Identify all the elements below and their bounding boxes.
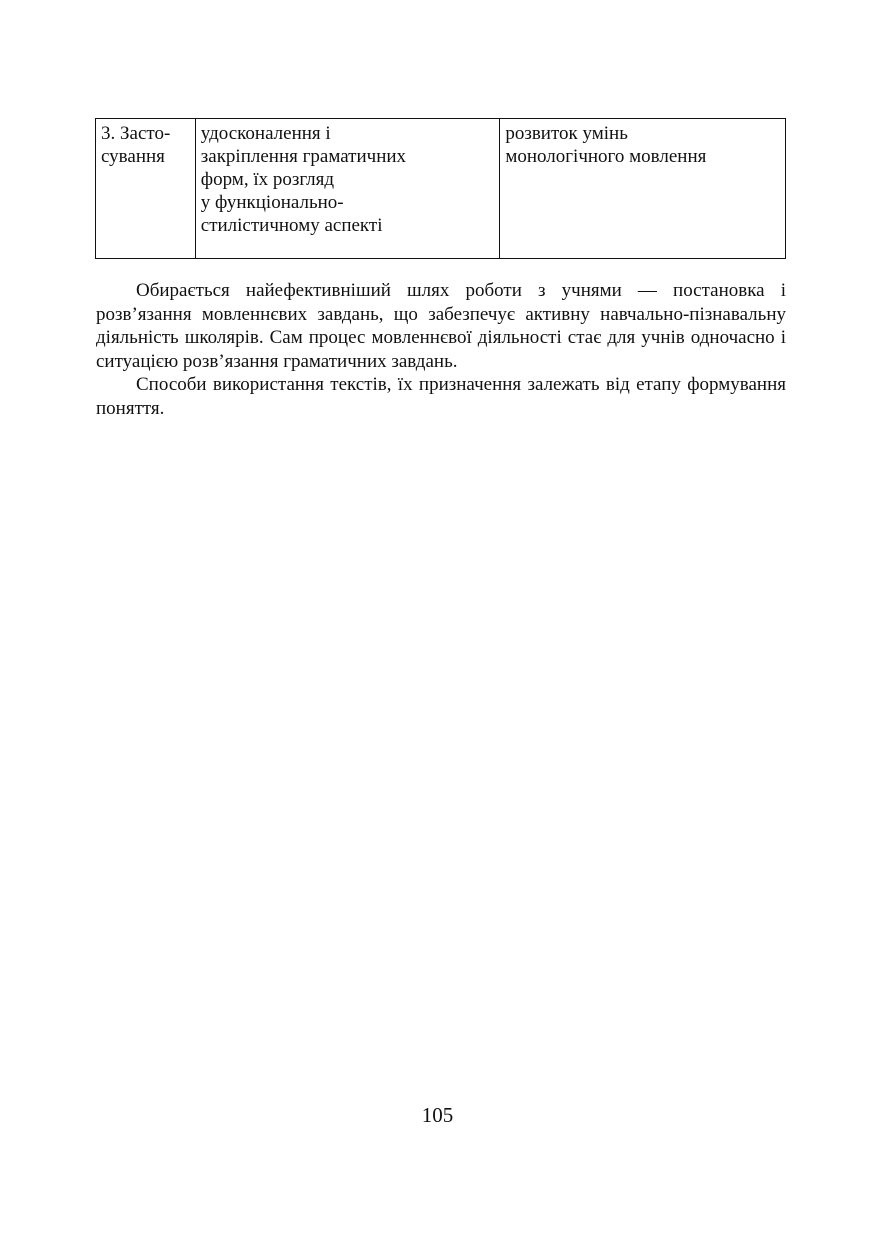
stages-table (95, 118, 786, 259)
page-number: 105 (421, 1103, 454, 1127)
paragraph: Обирається найефективніший шлях роботи з учнями — постановка і розв’язання мовленнєвих завдань, що забезпечує активну навчально-пізнавальну діяльність школярів. Сам процес мовленнєвої діяльності стає для учнів одночасно і ситуацією розв’язання граматичних завдань. (96, 280, 786, 372)
body-text (96, 279, 786, 420)
goal-cell: розвиток умінь монологічного мовлення (500, 119, 786, 259)
paragraph: Способи використання текстів, їх призначення залежать від етапу формування поняття. (96, 374, 786, 419)
stage-cell: 3. Засто- сування (96, 119, 196, 259)
table-row (96, 119, 786, 259)
content-cell: удосконалення і закріплення граматичних форм, їх розгляд у функціонально- стилістичному аспекті (195, 119, 500, 259)
